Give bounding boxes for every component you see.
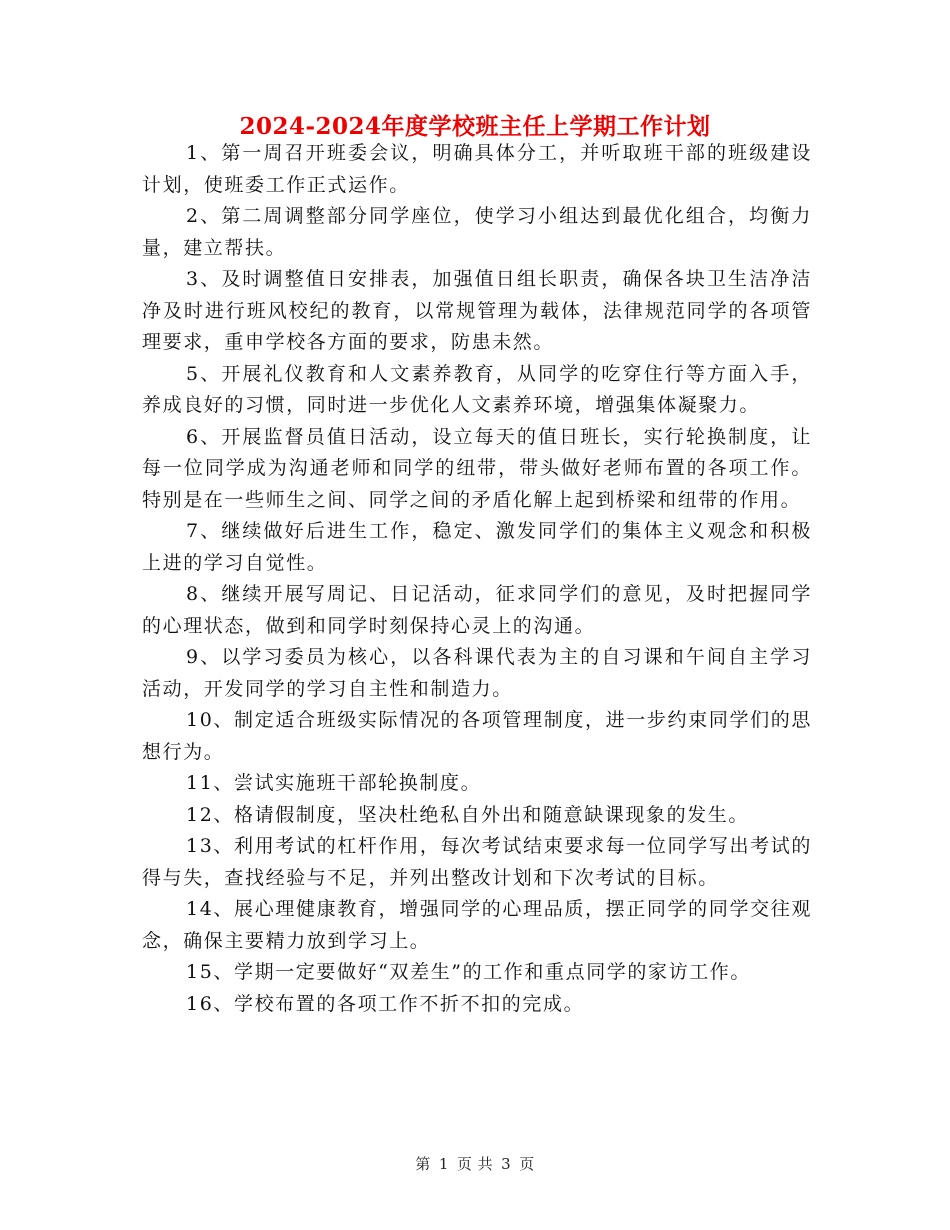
document-body — [142, 138, 812, 1020]
page-label-prefix: 第 — [415, 1155, 431, 1173]
paragraph-12: 12、格请假制度，坚决杜绝私自外出和随意缺课现象的发生。 — [186, 803, 749, 826]
page-label-suffix: 页 — [519, 1155, 535, 1173]
paragraph-7: 7、继续做好后进生工作，稳定、激发同学们的集体主义观念和积极上进的学习自觉性。 — [142, 520, 812, 574]
paragraph-16: 16、学校布置的各项工作不折不扣的完成。 — [186, 992, 585, 1015]
total-pages-number: 3 — [501, 1155, 512, 1173]
paragraph-6: 6、开展监督员值日活动，设立每天的值日班长，实行轮换制度，让每一位同学成为沟通老师和同学的纽带，带头做好老师布置的各项工作。特别是在一些师生之间、同学之间的矛盾化解上起到桥梁和纽带的作用。 — [142, 425, 812, 511]
paragraph-13: 13、利用考试的杠杆作用，每次考试结束要求每一位同学写出考试的得与失，查找经验与不足，并列出整改计划和下次考试的目标。 — [142, 835, 812, 889]
paragraph-10: 10、制定适合班级实际情况的各项管理制度，进一步约束同学们的思想行为。 — [142, 709, 812, 763]
paragraph-11: 11、尝试实施班干部轮换制度。 — [186, 772, 482, 794]
paragraph-14: 14、展心理健康教育，增强同学的心理品质，摆正同学的同学交往观念，确保主要精力放到学习上。 — [142, 898, 812, 952]
paragraph-5: 5、开展礼仪教育和人文素养教育，从同学的吃穿住行等方面入手，养成良好的习惯，同时进一步优化人文素养环境，增强集体凝聚力。 — [142, 362, 812, 416]
paragraph-2: 2、第二周调整部分同学座位，使学习小组达到最优化组合，均衡力量，建立帮扶。 — [142, 205, 812, 259]
document-title: 2024-2024年度学校班主任上学期工作计划 — [239, 113, 711, 140]
paragraph-15: 15、学期一定要做好“双差生”的工作和重点同学的家访工作。 — [186, 961, 752, 983]
paragraph-3: 3、及时调整值日安排表，加强值日组长职责，确保各块卫生洁净洁净及时进行班风校纪的教育，以常规管理为载体，法律规范同学的各项管理要求，重申学校各方面的要求，防患未然。 — [142, 268, 812, 353]
paragraph-8: 8、继续开展写周记、日记活动，征求同学们的意见，及时把握同学的心理状态，做到和同学时刻保持心灵上的沟通。 — [142, 583, 812, 637]
current-page-number: 1 — [438, 1155, 449, 1173]
paragraph-9: 9、以学习委员为核心，以各科课代表为主的自习课和午间自主学习活动，开发同学的学习自主性和制造力。 — [142, 646, 812, 700]
page-footer — [0, 1154, 950, 1174]
page-label-middle: 页 共 — [456, 1155, 494, 1173]
paragraph-1: 1、第一周召开班委会议，明确具体分工，并听取班干部的班级建设计划，使班委工作正式运作。 — [142, 142, 812, 196]
